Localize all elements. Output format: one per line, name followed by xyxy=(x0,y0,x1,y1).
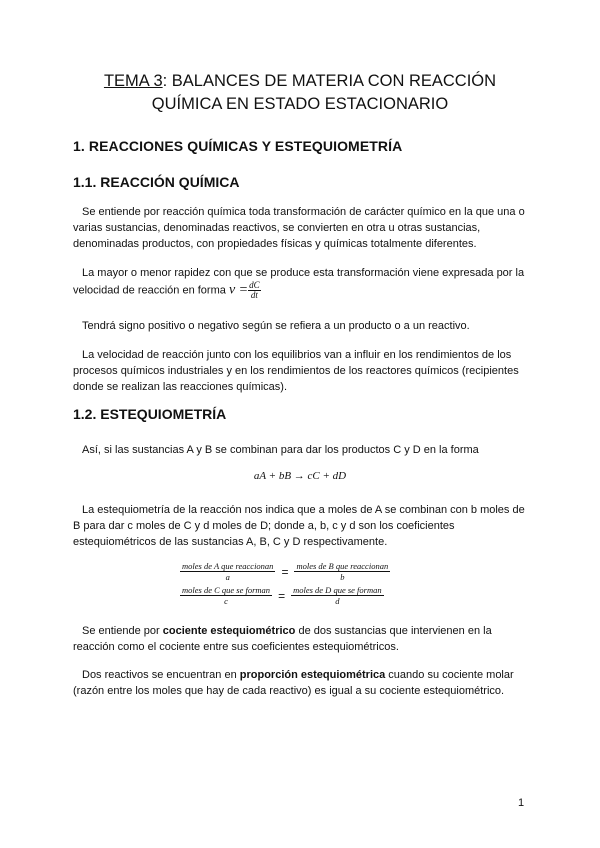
reaction-equation: aA + bB → cC + dD xyxy=(253,470,347,482)
paragraph-sign: Tendrá signo positivo o negativo según se refiera a un producto o a un reactivo. xyxy=(82,320,470,332)
title-line1: : BALANCES DE MATERIA CON REACCIÓN xyxy=(162,72,497,90)
page-title xyxy=(60,70,540,116)
paragraph-proportion: Dos reactivos se encuentran en proporción estequiométrica cuando su cociente molar (razón entre los moles que hay de cada reactivo) es igual a su cociente estequiométrico. xyxy=(73,669,514,697)
paragraph-stoichiometry: La estequiometría de la reacción nos indica que a moles de A se combinan con b moles de B para dar c moles de C y d moles de D; donde a, b, c y d son los coeficientes estequiométricos de las sustancias A, B, C y D respectivamente. xyxy=(73,504,525,548)
paragraph-yields: La velocidad de reacción junto con los equilibrios van a influir en los rendimientos de los procesos químicos industriales y en los rendimientos de los reactores químicos (recipientes donde se realizan las reacciones químicas). xyxy=(73,349,519,393)
term-proporcion: proporción estequiométrica xyxy=(239,669,386,681)
paragraph-quotient: Se entiende por cociente estequiométrico de dos sustancias que intervienen en la reacción como el cociente entre sus coeficientes estequiométricos. xyxy=(73,625,492,653)
title-line2: QUÍMICA EN ESTADO ESTACIONARIO xyxy=(151,95,449,113)
rate-symbol: v = xyxy=(228,282,249,298)
subsection-heading-1-1: 1.1. REACCIÓN QUÍMICA xyxy=(73,174,240,190)
rate-fraction: $\frac{dC}{dt}$ xyxy=(249,280,260,300)
page-number: 1 xyxy=(518,797,525,809)
term-cociente: cociente estequiométrico xyxy=(162,625,296,637)
stoichiometric-ratio-2: $\frac{\text{moles de C que se forman}}{c}$ = $\frac{\text{moles de D que se forman}}{d}$ xyxy=(182,585,382,606)
stoichiometric-ratio-1: $\frac{\text{moles de A que reaccionan}}{a}$ = $\frac{\text{moles de B que reaccionan}}{b}$ xyxy=(182,561,389,582)
paragraph-definition: Se entiende por reacción química toda transformación de carácter químico en la que una o varias sustancias, denominadas reactivos, se convierten en otra u otras sustancias, denominadas productos, con propiedades físicas y químicas totalmente diferentes. xyxy=(73,206,525,250)
section-heading-1: 1. REACCIONES QUÍMICAS Y ESTEQUIOMETRÍA xyxy=(73,138,403,154)
paragraph-substances: Así, si las sustancias A y B se combinan para dar los productos C y D en la forma xyxy=(82,444,479,456)
subsection-heading-1-2: 1.2. ESTEQUIOMETRÍA xyxy=(73,406,227,422)
title-topic-label: TEMA 3 xyxy=(103,72,163,90)
paragraph-rate: La mayor o menor rapidez con que se produce esta transformación viene expresada por la velocidad de reacción en forma v = $\frac{dC}{dt}$ xyxy=(73,267,525,300)
